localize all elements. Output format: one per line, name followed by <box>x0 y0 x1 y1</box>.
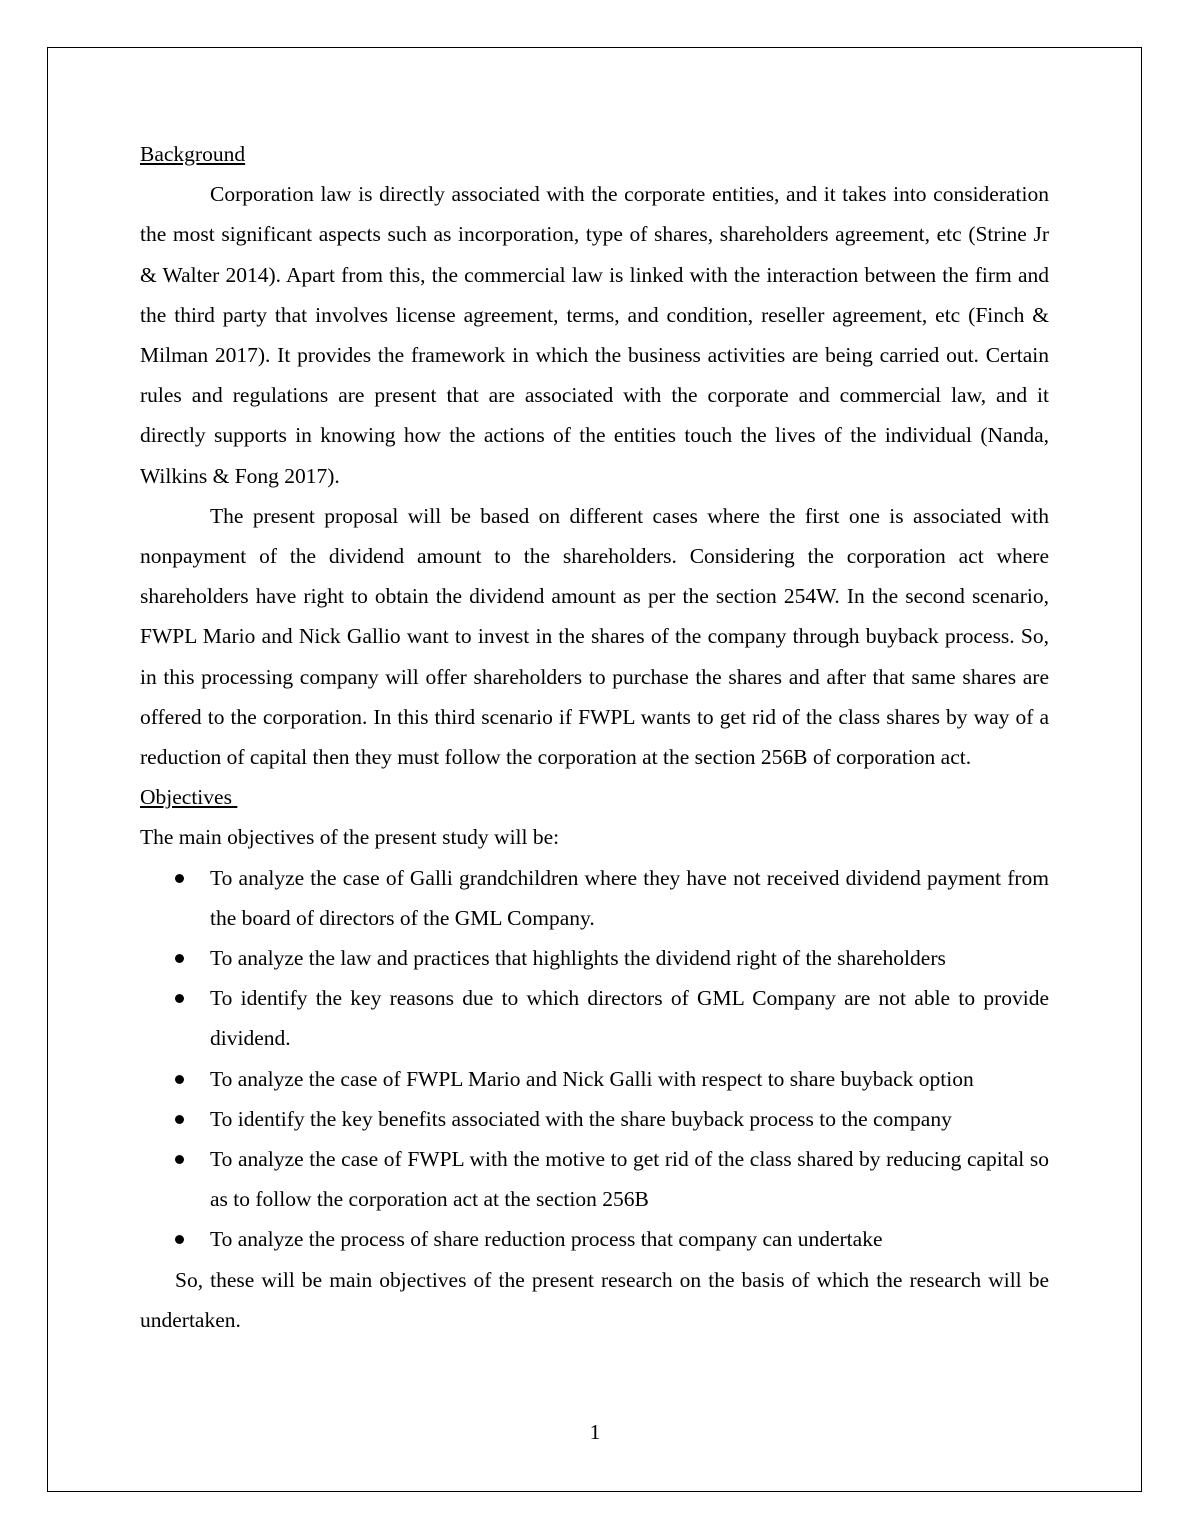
list-item-text: To identify the key benefits associated with the share buyback process to the company <box>210 1106 952 1131</box>
list-item <box>140 858 1049 938</box>
list-item <box>140 938 1049 978</box>
bullet-icon <box>175 1235 184 1244</box>
background-paragraph-1: Corporation law is directly associated with the corporate entities, and it takes into consideration the most significant aspects such as incorporation, type of shares, shareholders agreement, etc (Strine Jr & Walter 2014). Apart from this, the commercial law is linked with the interaction between the firm and the third party that involves license agreement, terms, and condition, reseller agreement, etc (Finch & Milman 2017). It provides the framework in which the business activities are being carried out. Certain rules and regulations are present that are associated with the corporate and commercial law, and it directly supports in knowing how the actions of the entities touch the lives of the individual (Nanda, Wilkins & Fong 2017). <box>140 182 1049 488</box>
list-item <box>140 978 1049 1058</box>
list-item-text: To analyze the case of FWPL with the motive to get rid of the class shared by reducing capital so as to follow the corporation act at the section 256B <box>210 1147 1049 1212</box>
list-item-text: To identify the key reasons due to which directors of GML Company are not able to provide dividend. <box>210 986 1049 1051</box>
closing-paragraph: So, these will be main objectives of the present research on the basis of which the research will be undertaken. <box>140 1267 1049 1332</box>
list-item-text: To analyze the case of FWPL Mario and Nick Galli with respect to share buyback option <box>210 1066 974 1091</box>
list-item-text: To analyze the case of Galli grandchildren where they have not received dividend payment from the board of directors of the GML Company. <box>210 865 1049 930</box>
bullet-icon <box>175 1075 184 1084</box>
bullet-icon <box>175 994 184 1003</box>
background-paragraph-2: The present proposal will be based on different cases where the first one is associated with nonpayment of the dividend amount to the shareholders. Considering the corporation act where shareholders have right to obtain the dividend amount as per the section 254W. In the second scenario, FWPL Mario and Nick Gallio want to invest in the shares of the company through buyback process. So, in this processing company will offer shareholders to purchase the shares and after that same shares are offered to the corporation. In this third scenario if FWPL wants to get rid of the class shares by way of a reduction of capital then they must follow the corporation at the section 256B of corporation act. <box>140 503 1049 770</box>
document-body <box>140 134 1049 1340</box>
list-item-text: To analyze the law and practices that highlights the dividend right of the shareholders <box>210 946 946 971</box>
bullet-icon <box>175 874 184 883</box>
list-item <box>140 1139 1049 1219</box>
list-item <box>140 1099 1049 1139</box>
objectives-intro: The main objectives of the present study will be: <box>140 825 560 850</box>
bullet-icon <box>175 1115 184 1124</box>
list-item <box>140 1219 1049 1259</box>
list-item-text: To analyze the process of share reduction process that company can undertake <box>210 1227 883 1252</box>
bullet-icon <box>175 954 184 963</box>
background-heading: Background <box>140 142 246 166</box>
list-item <box>140 1059 1049 1099</box>
objectives-list <box>140 858 1049 1260</box>
bullet-icon <box>175 1155 184 1164</box>
page-number: 1 <box>589 1420 601 1444</box>
objectives-heading: Objectives <box>140 785 238 810</box>
